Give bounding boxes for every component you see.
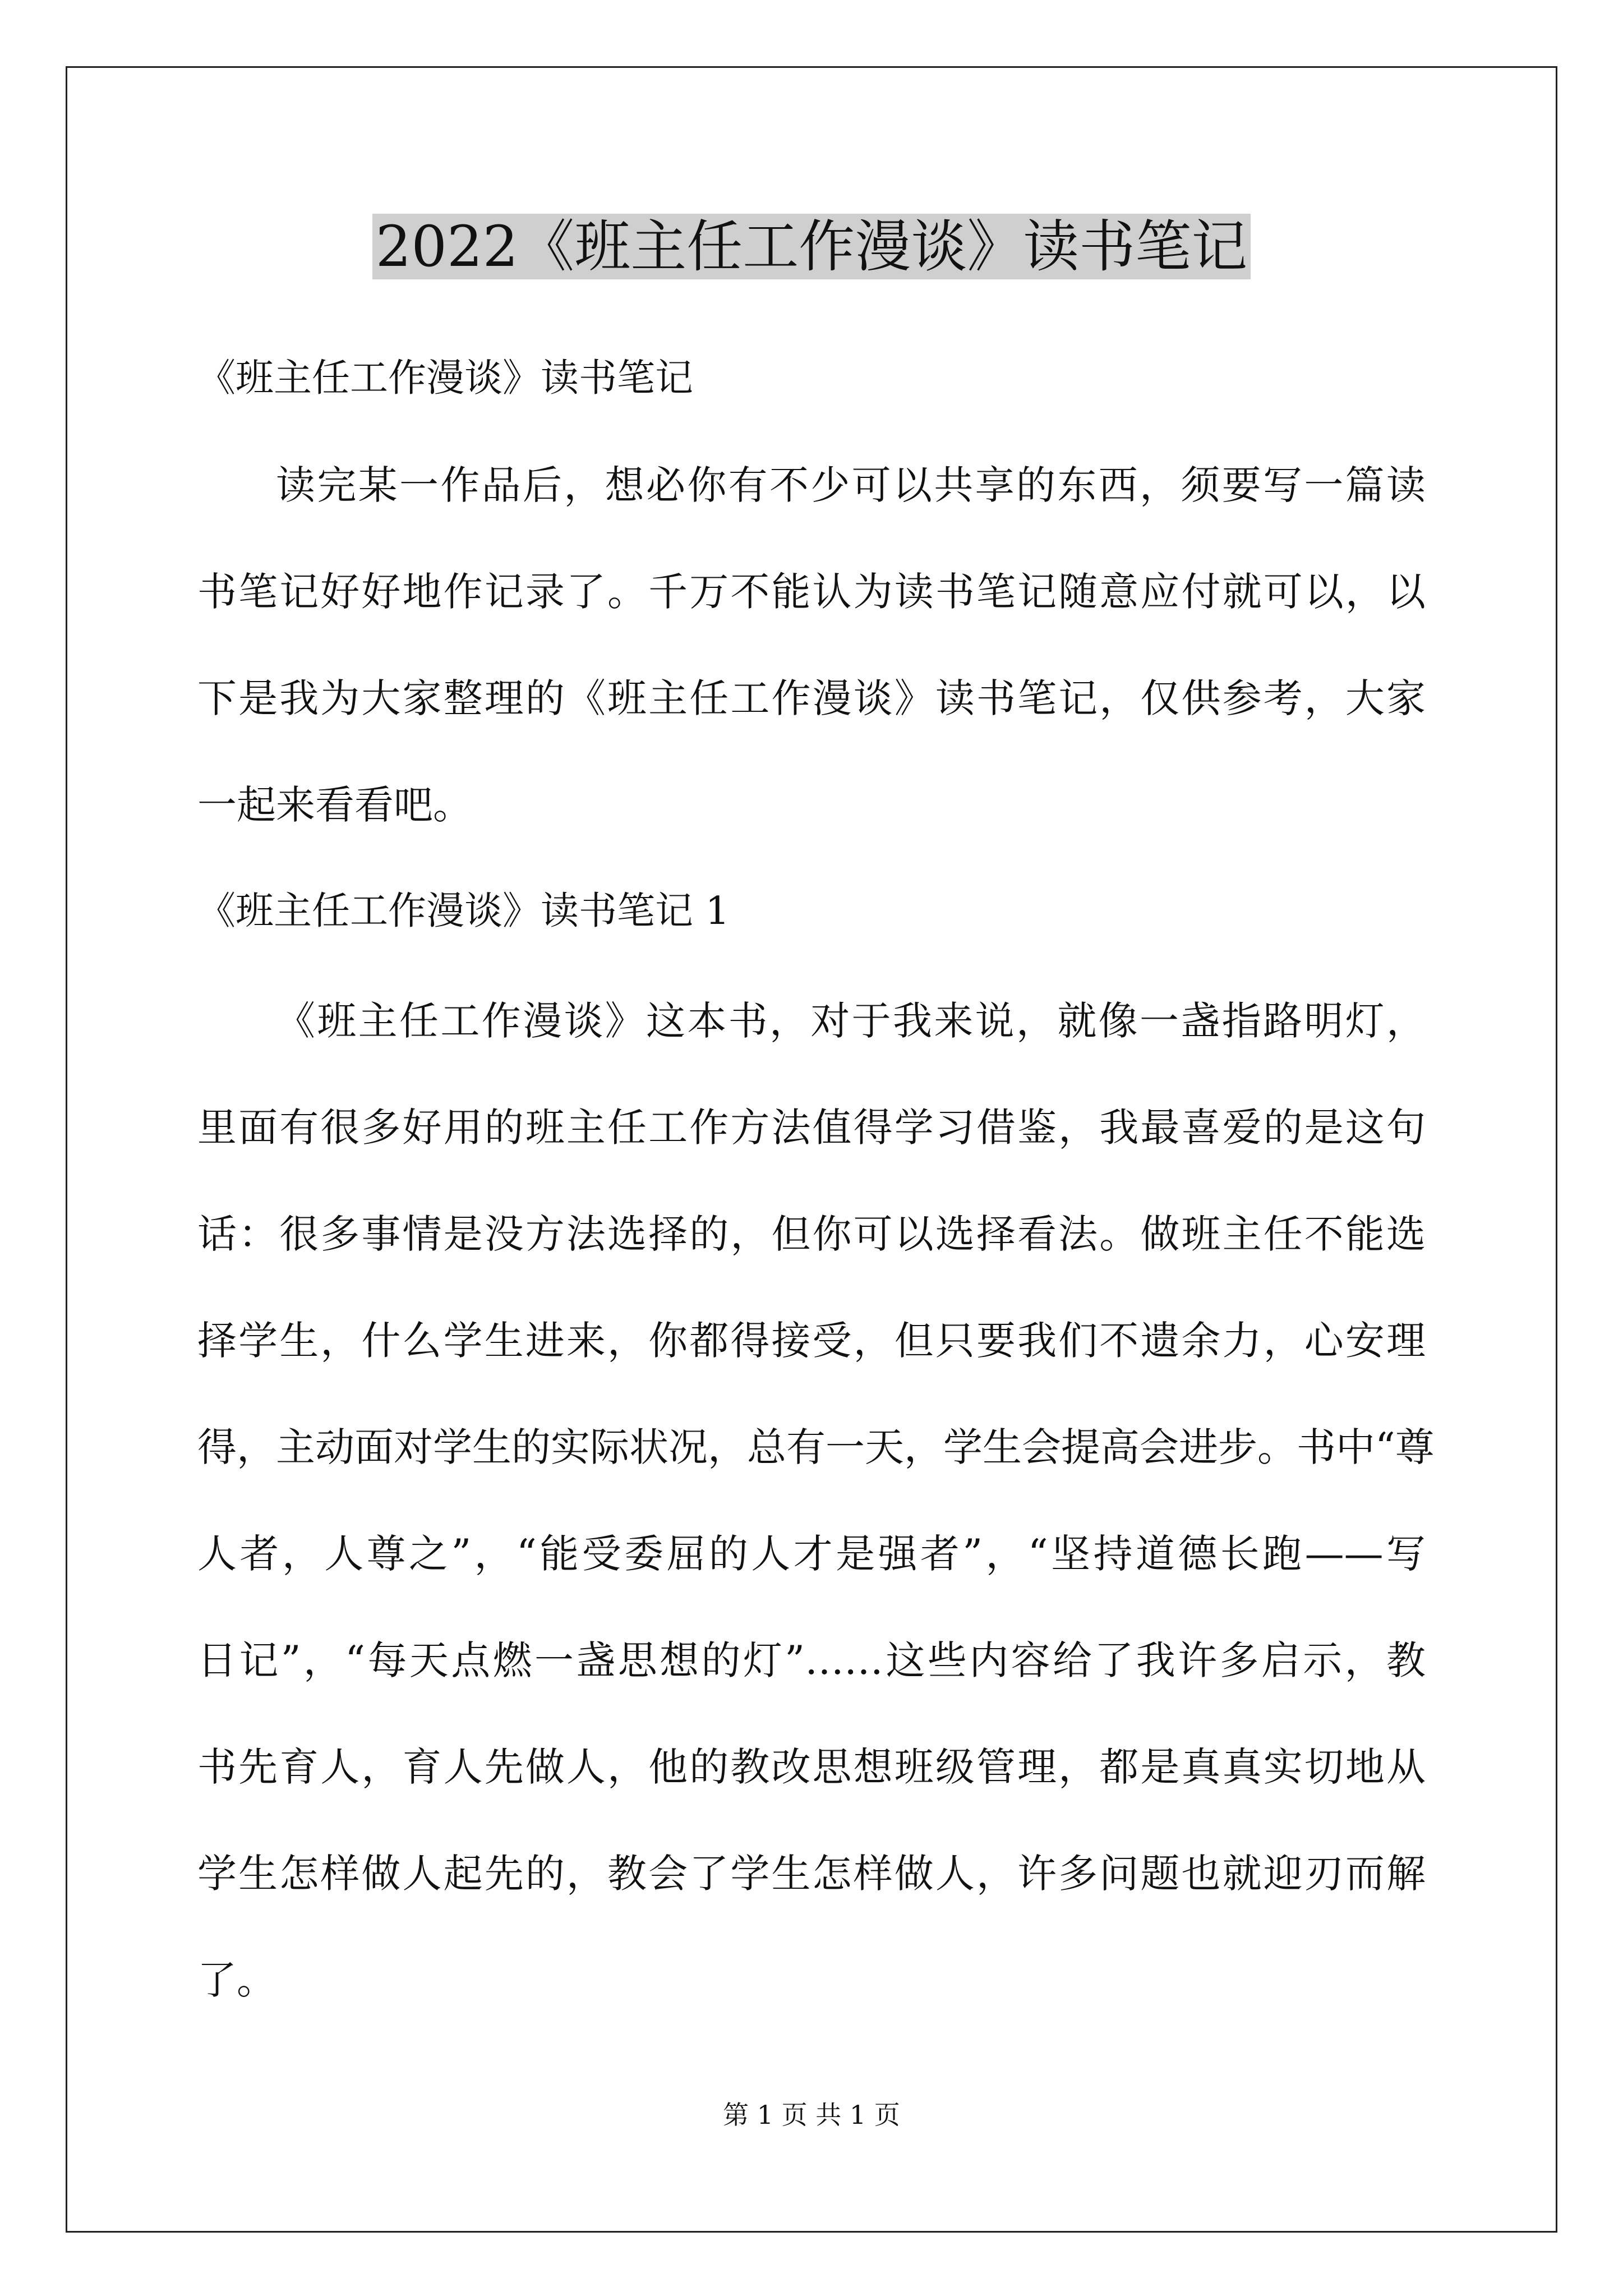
intro-heading: 《班主任工作漫谈》读书笔记 bbox=[197, 356, 694, 401]
page-footer: 第 1 页 共 1 页 bbox=[723, 2100, 900, 2130]
section-heading: 《班主任工作漫谈》读书笔记 1 bbox=[197, 889, 730, 933]
paragraph-line: 学生怎样做人起先的，教会了学生怎样做人，许多问题也就迎刃而解 bbox=[197, 1851, 1426, 1897]
paragraph-line: 里面有很多好用的班主任工作方法值得学习借鉴，我最喜爱的是这句 bbox=[197, 1105, 1426, 1151]
paragraph-line: 书先育人，育人先做人，他的教改思想班级管理，都是真真实切地从 bbox=[197, 1744, 1426, 1790]
document-title bbox=[0, 208, 1623, 286]
paragraph-line: 人者，人尊之”，“能受委屈的人才是强者”，“坚持道德长跑——写 bbox=[197, 1531, 1426, 1577]
paragraph-line: 《班主任工作漫谈》这本书，对于我来说，就像一盏指路明灯， bbox=[276, 998, 1426, 1044]
paragraph-line: 一起来看看吧。 bbox=[197, 782, 472, 828]
paragraph-line: 读完某一作品后，想必你有不少可以共享的东西，须要写一篇读 bbox=[276, 462, 1426, 508]
paragraph-line: 得，主动面对学生的实际状况，总有一天，学生会提高会进步。书中“尊 bbox=[197, 1424, 1435, 1470]
paragraph-line: 书笔记好好地作记录了。千万不能认为读书笔记随意应付就可以，以 bbox=[197, 569, 1426, 615]
document-title-text: 2022《班主任工作漫谈》读书笔记 bbox=[372, 214, 1251, 279]
paragraph-line: 日记”，“每天点燃一盏思想的灯”……这些内容给了我许多启示，教 bbox=[197, 1637, 1426, 1683]
paragraph-line: 话：很多事情是没方法选择的，但你可以选择看法。做班主任不能选 bbox=[197, 1211, 1426, 1257]
paragraph-line: 择学生，什么学生进来，你都得接受，但只要我们不遗余力，心安理 bbox=[197, 1318, 1426, 1364]
paragraph-line: 下是我为大家整理的《班主任工作漫谈》读书笔记，仅供参考，大家 bbox=[197, 675, 1426, 721]
paragraph-line: 了。 bbox=[197, 1957, 276, 2003]
